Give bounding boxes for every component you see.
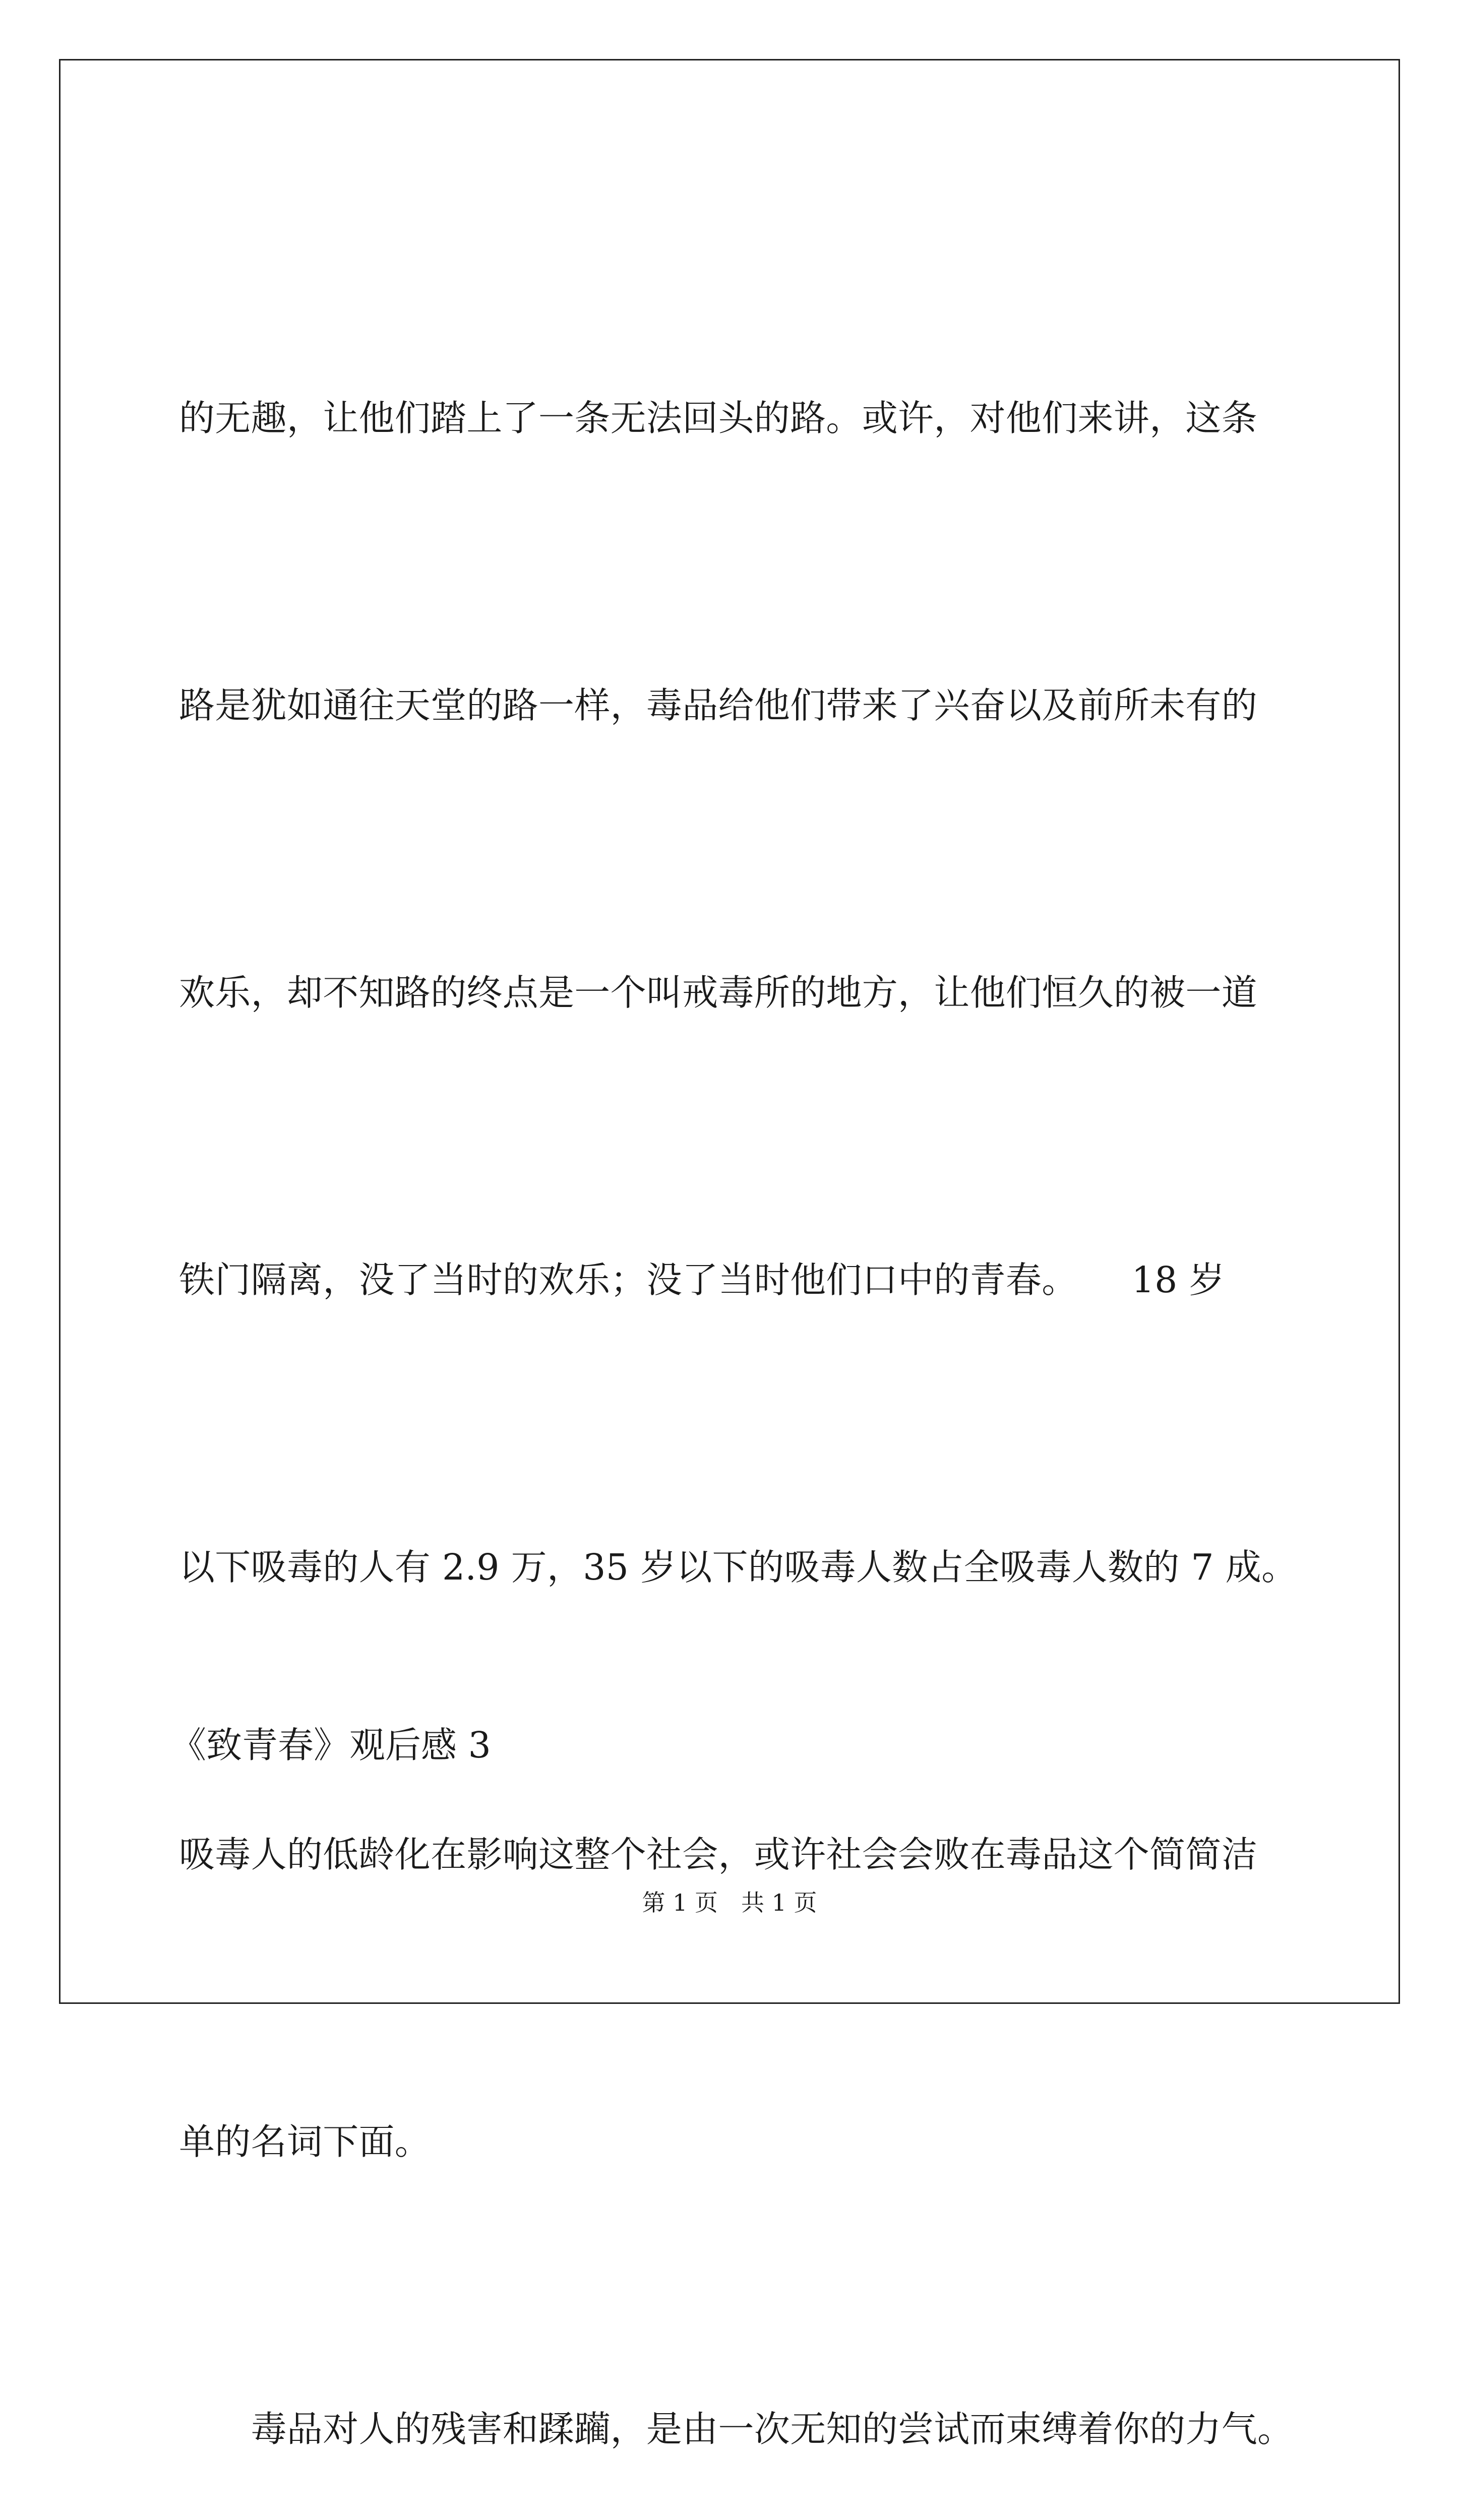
text-line: 的无趣，让他们踏上了一条无法回头的路。或许，对他们来讲，这条 — [179, 397, 1258, 439]
text-line: 单的名词下面。 — [179, 2121, 431, 2163]
text-line: 毒品对人的残害和蹂躏，是由一次无知的尝试而束缚着你的力气。 — [179, 2408, 1294, 2450]
text-line: 欢乐，却不知路的终点是一个叫戒毒所的地方，让他们恒久的被一道 — [179, 972, 1258, 1014]
text-line: 吸毒人的低龄化在影响这整个社会，或许社会会败在毒品这个简简洁 — [179, 1834, 1258, 1875]
text-line: 路是犹如通往天堂的路一样，毒品给他们带来了兴奋以及前所未有的 — [179, 684, 1258, 726]
page-footer: 第 1 页 共 1 页 — [642, 1889, 817, 1916]
section-heading: 《致青春》观后感 3 — [170, 1724, 491, 1766]
text-line: 铁门隔离，没了当时的欢乐；没了当时他们口中的青春。 18 岁 — [179, 1259, 1225, 1301]
text-line: 以下吸毒的人有 2.9 万，35 岁以下的吸毒人数占全吸毒人数的 7 成。 — [179, 1546, 1298, 1588]
body-text-block — [179, 179, 1298, 2520]
